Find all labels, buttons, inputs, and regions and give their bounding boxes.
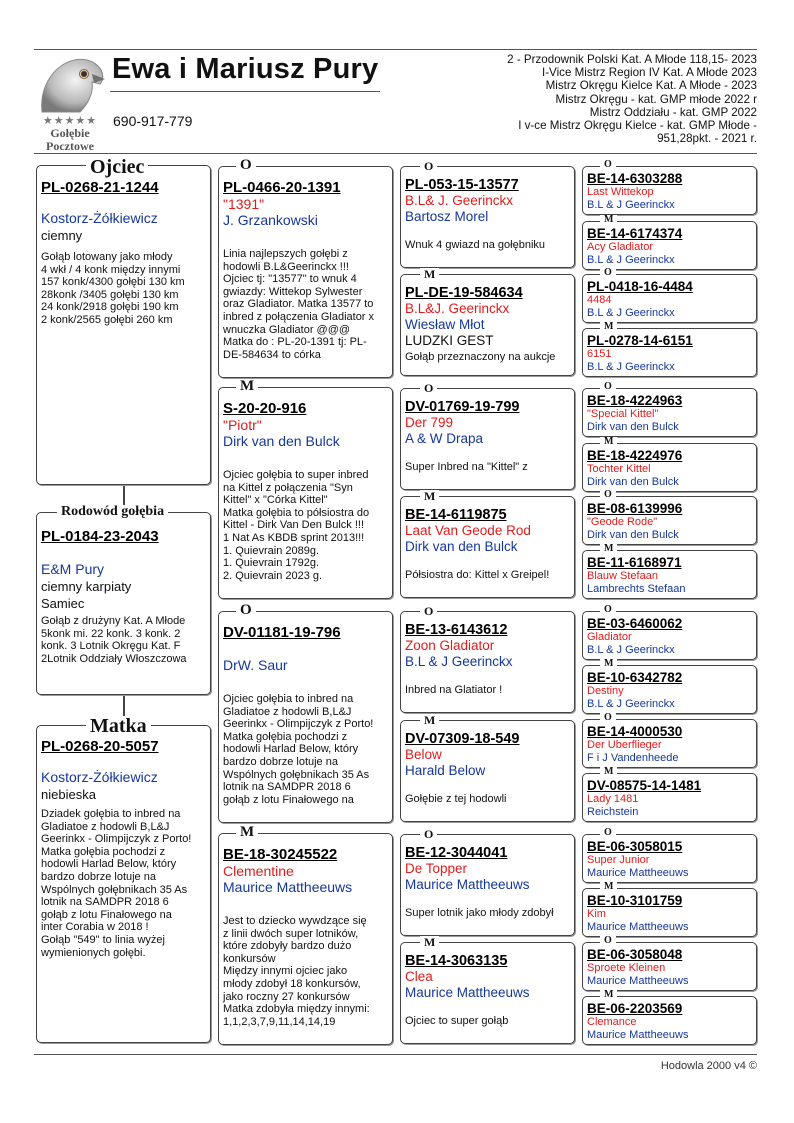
grandparent-card[interactable] (218, 166, 393, 378)
note-line: konk. 3 Lotnik Okręgu Kat. F (41, 640, 181, 653)
pedigree-label: Rodowód gołębia (57, 505, 168, 519)
ancestor-card[interactable] (582, 996, 757, 1045)
note-line: Między innymi ojciec jako (223, 965, 348, 978)
ring-number: BE-06-3058015 (587, 839, 683, 854)
note-line: oraz Gladiator. Matka 13577 to (223, 298, 374, 311)
dam-marker: M (600, 990, 617, 1000)
note-line: Geerinkx - Olimpijczyk z Porto! (41, 833, 192, 846)
ring-number: PL-DE-19-584634 (405, 285, 523, 301)
pigeon-notes (41, 808, 206, 959)
ancestor-card[interactable] (582, 611, 757, 660)
breeder-name: DrW. Saur (223, 657, 288, 673)
great-grandparent-card[interactable] (400, 720, 575, 822)
ring-number: PL-0466-20-1391 (223, 179, 341, 196)
achievement-line: 951,28pkt. - 2021 r. (657, 132, 757, 146)
great-grandparent-card[interactable] (400, 942, 575, 1044)
note-line: które zdobyły bardzo dużo (223, 940, 352, 953)
ancestor-card[interactable] (582, 942, 757, 991)
pigeon-nickname: Blauw Stefaan (587, 570, 658, 582)
ring-number: PL-0418-16-4484 (587, 279, 693, 294)
pigeon-notes: Super Inbred na "Kittel" z (405, 461, 528, 473)
dam-marker: M (420, 490, 439, 502)
ancestor-card[interactable] (582, 221, 757, 270)
note-line: bardzo dobrze lotuje na (223, 755, 338, 768)
ring-number: BE-18-4224963 (587, 393, 683, 408)
ring-number: BE-14-3063135 (405, 953, 508, 969)
pigeon-nickname: Zoon Gladiator (405, 638, 495, 653)
pigeon-nickname (223, 641, 388, 657)
note-line: na Kittel z połączenia "Syn (223, 481, 353, 494)
pigeon-notes (223, 693, 388, 806)
ring-number: BE-14-6174374 (587, 226, 683, 241)
note-line: Wspólnych gołębnikach 35 As (41, 883, 188, 896)
note-line: 4 wkł / 4 konk między innymi (41, 263, 181, 276)
note-line: 2Lotnik Oddziały Włoszczowa (41, 652, 187, 665)
dam-marker: M (600, 437, 617, 447)
pigeon-sex: Samiec (41, 596, 85, 611)
dam-marker: M (600, 659, 617, 669)
pigeon-nickname: Clea (405, 969, 433, 984)
pigeon-nickname: Clementine (223, 863, 294, 879)
logo-stars: ★★★★★ (42, 115, 98, 127)
father-card[interactable] (36, 165, 211, 485)
ancestor-card[interactable] (582, 166, 757, 215)
pigeon-notes: Ojciec to super gołąb (405, 1015, 509, 1027)
ancestor-card[interactable] (582, 665, 757, 714)
note-line: hodowli Harlad Below, który (223, 743, 359, 756)
note-line: młody zdobył 18 konkursów, (223, 977, 361, 990)
breeder-title: Ewa i Mariusz Pury (112, 53, 379, 85)
ring-number: BE-18-30245522 (223, 846, 338, 863)
dam-marker: M (600, 215, 617, 225)
breeder-name: Dirk van den Bulck (587, 475, 679, 488)
breeder-name: Reichstein (587, 805, 639, 818)
achievement-line: I-Vice Mistrz Region IV Kat. A Młode 2023 (541, 66, 757, 80)
ring-number: DV-01769-19-799 (405, 399, 520, 415)
sire-marker: O (600, 605, 616, 615)
logo-text-line2: Pocztowe (46, 139, 94, 153)
great-grandparent-card[interactable] (400, 166, 575, 268)
breeder-name: Wiesław Młot (405, 317, 485, 332)
dam-marker: M (600, 322, 617, 332)
ring-number: BE-08-6139996 (587, 501, 683, 516)
breeder-name: Kostorz-Żółkiewicz (41, 769, 158, 785)
pigeon-nickname: Acy Gladiator (587, 241, 654, 253)
ring-number: BE-13-6143612 (405, 622, 508, 638)
ring-number: BE-14-6119875 (405, 507, 507, 523)
ring-number: PL-0184-23-2043 (41, 528, 159, 545)
dam-marker: M (420, 268, 439, 280)
breeder-name: Bartosz Morel (405, 209, 489, 224)
note-line: inter Corabia w 2018 ! (41, 921, 149, 934)
ancestor-card[interactable] (582, 388, 757, 437)
pigeon-nickname: Lady 1481 (587, 793, 639, 805)
sire-marker: O (600, 713, 616, 723)
mother-card[interactable] (36, 725, 211, 1043)
mother-label: Matka (86, 716, 151, 736)
achievement-line: Mistrz Okręgu - kat. GMP młode 2022 r (555, 92, 757, 106)
note-line: jako roczny 27 konkursów (223, 990, 350, 1003)
great-grandparent-card[interactable] (400, 611, 575, 713)
ring-number: PL-0268-21-1244 (41, 179, 159, 196)
note-line: Linia najlepszych gołębi z (223, 248, 348, 260)
pigeon-head-icon (34, 52, 106, 114)
note-line: 1. Quievrain 1792g. (223, 557, 320, 570)
pigeon-notes: Półsiostra do: Kittel x Greipel! (405, 569, 550, 581)
ring-number: DV-01181-19-796 (223, 624, 341, 641)
ring-number: BE-18-4224976 (587, 448, 683, 463)
note-line: 5konk mi. 22 konk. 3 konk. 2 (41, 627, 181, 640)
dam-marker: M (236, 825, 258, 840)
breeder-name: Dirk van den Bulck (405, 539, 518, 554)
father-label: Ojciec (86, 157, 148, 177)
sire-marker: O (236, 603, 256, 618)
note-line: Ojciec tj: "13577" to wnuk 4 (223, 273, 357, 286)
breeder-name: A & W Drapa (405, 431, 484, 446)
dam-marker: M (600, 544, 617, 554)
note-line: 1,1,2,3,7,9,11,14,14,19 (223, 1015, 336, 1028)
note-line: Geerinkx - Olimpijczyk z Porto! (223, 718, 374, 731)
ancestor-card[interactable] (582, 773, 757, 822)
ring-number: DV-08575-14-1481 (587, 778, 702, 793)
breeder-name: F i J Vandenheede (587, 751, 679, 764)
note-line: 1. Quievrain 2089g. (223, 544, 320, 557)
ancestor-card[interactable] (582, 550, 757, 599)
ring-number: BE-11-6168971 (587, 555, 682, 570)
pigeon-nickname: "Geode Rode" (587, 516, 658, 528)
breeder-name: J. Grzankowski (223, 212, 318, 228)
ring-number: BE-10-6342782 (587, 670, 683, 685)
note-line: Matka gołębia to półsiostra do (223, 506, 370, 519)
pigeon-nickname: Kim (587, 908, 606, 920)
ancestor-card[interactable] (582, 834, 757, 883)
dam-marker: M (420, 936, 439, 948)
dam-marker: M (600, 767, 617, 777)
pigeon-nickname: Laat Van Geode Rod (405, 523, 531, 538)
footer-credit: Hodowla 2000 v4 © (660, 1060, 757, 1072)
note-line: 28konk /3405 gołębi 130 km (41, 288, 179, 301)
achievement-line: Mistrz Oddziału - kat. GMP 2022 (589, 105, 757, 119)
pigeon-nickname: Der Uberflieger (587, 739, 662, 751)
sire-marker: O (420, 828, 437, 840)
sire-marker: O (236, 158, 256, 173)
note-line: Jest to dziecko wywdzące się (223, 915, 367, 927)
pigeon-color: niebieska (41, 787, 96, 802)
breeder-name: B.L & J Geerinckx (587, 306, 675, 319)
sire-marker: O (600, 936, 616, 946)
ancestor-card[interactable] (582, 496, 757, 545)
ring-number: PL-053-15-13577 (405, 177, 519, 193)
sire-marker: O (600, 268, 616, 278)
pigeon-notes: Gołąb przeznaczony na aukcje (405, 351, 556, 363)
title-underline (110, 91, 380, 92)
sire-marker: O (600, 828, 616, 838)
ancestor-card[interactable] (582, 274, 757, 323)
pigeon-nickname: "1391" (223, 196, 265, 212)
note-line: 157 konk/4300 gołębi 130 km (41, 276, 185, 289)
note-line: 2. Quievrain 2023 g. (223, 569, 323, 582)
breeder-name: Dirk van den Bulck (223, 433, 340, 449)
breeder-name: Maurice Mattheeuws (587, 866, 689, 879)
pigeon-nickname: Tochter Kittel (587, 463, 651, 475)
breeder-name: Maurice Mattheeuws (587, 920, 689, 933)
note-line: gwiazdy: Wittekop Sylwester (223, 285, 363, 298)
breeder-name: E&M Pury (41, 561, 105, 577)
grandparent-card[interactable] (218, 387, 393, 599)
breeder-name: B.L & J Geerinckx (587, 643, 675, 656)
breeder-name: Lambrechts Stefaan (587, 582, 686, 595)
note-line: Ojciec gołębia to super inbred (223, 469, 369, 481)
ancestor-card[interactable] (582, 328, 757, 377)
pigeon-notes: Super lotnik jako młody zdobył (405, 907, 554, 919)
note-line: bardzo dobrze lotuje na (41, 870, 156, 883)
ring-number: PL-0268-20-5057 (41, 738, 159, 755)
ring-number: DV-07309-18-549 (405, 731, 520, 747)
pigeon-nickname: Gladiator (587, 631, 632, 643)
achievement-line: I v-ce Mistrz Okręgu Kielce - kat. GMP Młode - (518, 119, 757, 133)
sire-marker: O (420, 160, 437, 172)
phone-number: 690-917-779 (113, 113, 193, 129)
grandparent-card[interactable] (218, 611, 393, 823)
pigeon-notes: Wnuk 4 gwiazd na gołębniku (405, 239, 546, 251)
pigeon-nickname: De Topper (405, 861, 468, 876)
note-line: lotnik na SAMDPR 2018 6 (41, 896, 169, 909)
great-grandparent-card[interactable] (400, 834, 575, 936)
breeder-name: B.L & J Geerinckx (405, 654, 513, 669)
note-line: Matka zdobyła między innymi: (223, 1003, 370, 1016)
breeder-name: Maurice Mattheeuws (223, 879, 353, 895)
note-line: lotnik na SAMDPR 2018 6 (223, 781, 351, 794)
pigeon-card[interactable] (36, 512, 211, 695)
pigeon-nickname: Below (405, 747, 442, 762)
note-line: Kittel" x "Córka Kittel" (223, 494, 328, 507)
sire-marker: O (420, 605, 437, 617)
note-line: 24 konk/2918 gołębi 190 km (41, 301, 179, 314)
breeder-name: Maurice Mattheeuws (587, 1028, 689, 1041)
note-line: Matka gołębia pochodzi z (223, 730, 348, 743)
ring-number: BE-12-3044041 (405, 845, 508, 861)
note-line: DE-584634 to córka (223, 348, 321, 361)
great-grandparent-card[interactable] (400, 388, 575, 490)
pigeon-nickname: Last Wittekop (587, 186, 654, 198)
breeder-name: B.L & J Geerinckx (587, 198, 675, 211)
pigeon-nickname: Clemance (587, 1016, 637, 1028)
dam-marker: M (236, 379, 258, 394)
pigeon-nickname: "Piotr" (223, 417, 262, 433)
note-line: inbred z połączenia Gladiator x (223, 310, 375, 323)
pigeon-notes: Gołębie z tej hodowli (405, 793, 507, 805)
achievements-list (457, 53, 757, 145)
note-line: 2 konk/2565 gołębi 260 km (41, 313, 173, 326)
pigeon-nickname: Destiny (587, 685, 624, 697)
note-line: Gołąb lotowany jako młody (41, 251, 173, 263)
note-line: z linii dwóch super lotników, (223, 927, 359, 940)
breeder-name: B.L & J Geerinckx (587, 360, 675, 373)
pigeon-notes (41, 251, 206, 327)
great-grandparent-card[interactable] (400, 274, 575, 376)
great-grandparent-card[interactable] (400, 496, 575, 598)
note-line: Dziadek gołębia to inbred na (41, 808, 181, 820)
ring-number: BE-06-2203569 (587, 1001, 683, 1016)
note-line: hodowli Harlad Below, który (41, 858, 177, 871)
note-line: Ojciec gołębia to inbred na (223, 693, 354, 705)
pigeon-nickname: Sproete Kleinen (587, 962, 666, 974)
pigeon-nickname: Der 799 (405, 415, 454, 430)
footer-rule (34, 1054, 757, 1055)
pigeon-notes (223, 915, 388, 1028)
pigeon-nickname: 6151 (587, 348, 612, 360)
note-line: wymienionych gołębi. (41, 946, 146, 959)
achievement-line: 2 - Przodownik Polski Kat. A Młode 118,15- 2023 (507, 53, 757, 66)
sire-marker: O (600, 490, 616, 500)
header-bottom-rule (34, 153, 757, 154)
sire-marker: O (420, 382, 437, 394)
breeder-name: Maurice Mattheeuws (587, 974, 689, 987)
pigeon-color: ciemny (41, 228, 83, 243)
ring-number: BE-10-3101759 (587, 893, 683, 908)
note-line: Matka do : PL-20-1391 tj: PL- (223, 336, 367, 349)
pigeon-color: ciemny karpiaty (41, 579, 132, 594)
logo-text-line1: Gołębie (50, 126, 90, 140)
pigeon-nickname: 4484 (587, 294, 612, 306)
pigeon-notes (223, 248, 388, 361)
breeder-name: B.L & J Geerinckx (587, 697, 675, 710)
logo (34, 52, 106, 153)
note-line: wnuczka Gladiator @@@ (223, 323, 351, 336)
note-line: Gołąb "549" to linia wyżej (41, 933, 165, 946)
note-line: gołąb z lotu Finałowego na (223, 793, 354, 806)
ancestor-card[interactable] (582, 719, 757, 768)
note-line: 1 Nat As KBDB sprint 2013!!! (223, 531, 365, 544)
dam-marker: M (600, 882, 617, 892)
note-line: Matka gołębia pochodzi z (41, 845, 166, 858)
pigeon-nickname: B.L&J. Geerinckx (405, 301, 510, 316)
breeder-name: Kostorz-Żółkiewicz (41, 210, 158, 226)
ring-number: S-20-20-916 (223, 400, 307, 417)
pigeon-notes: Inbred na Glatiator ! (405, 684, 503, 696)
ancestor-card[interactable] (582, 888, 757, 937)
pigeon-extra: LUDZKI GEST (405, 333, 494, 348)
breeder-name: Dirk van den Bulck (587, 420, 679, 433)
pigeon-nickname: Super Junior (587, 854, 650, 866)
ring-number: BE-03-6460062 (587, 616, 683, 631)
ring-number: BE-14-6303288 (587, 171, 683, 186)
sire-marker: O (600, 160, 616, 170)
grandparent-card[interactable] (218, 833, 393, 1045)
ring-number: BE-14-4000530 (587, 724, 683, 739)
note-line: Gladiatoe z hodowli B,L&J (41, 820, 170, 833)
breeder-name: Maurice Mattheeuws (405, 985, 530, 1000)
breeder-name: Dirk van den Bulck (587, 528, 679, 541)
pigeon-nickname: "Special Kittel" (587, 408, 659, 420)
ring-number: BE-06-3058048 (587, 947, 683, 962)
note-line: hodowli B.L&Geerinckx !!! (223, 260, 349, 273)
pigeon-notes (41, 615, 206, 665)
note-line: Gladiatoe z hodowli B,L&J (223, 705, 352, 718)
note-line: gołąb z lotu Finałowego na (41, 908, 172, 921)
breeder-name: Harald Below (405, 763, 486, 778)
note-line: Gołąb z drużyny Kat. A Młode (41, 615, 186, 627)
note-line: Wspólnych gołębnikach 35 As (223, 768, 370, 781)
pigeon-nickname: B.L& J. Geerinckx (405, 193, 514, 208)
dam-marker: M (420, 714, 439, 726)
ancestor-card[interactable] (582, 443, 757, 492)
note-line: konkursów (223, 952, 276, 965)
ring-number: PL-0278-14-6151 (587, 333, 693, 348)
breeder-name: B.L & J Geerinckx (587, 253, 675, 266)
sire-marker: O (600, 382, 616, 392)
header-top-rule (34, 49, 757, 50)
note-line: Kittel - Dirk Van Den Bulck !!! (223, 519, 365, 532)
pigeon-notes (223, 469, 388, 582)
achievement-line: Mistrz Okręgu Kielce Kat. A Młode - 2023 (545, 79, 757, 93)
breeder-name: Maurice Mattheeuws (405, 877, 530, 892)
